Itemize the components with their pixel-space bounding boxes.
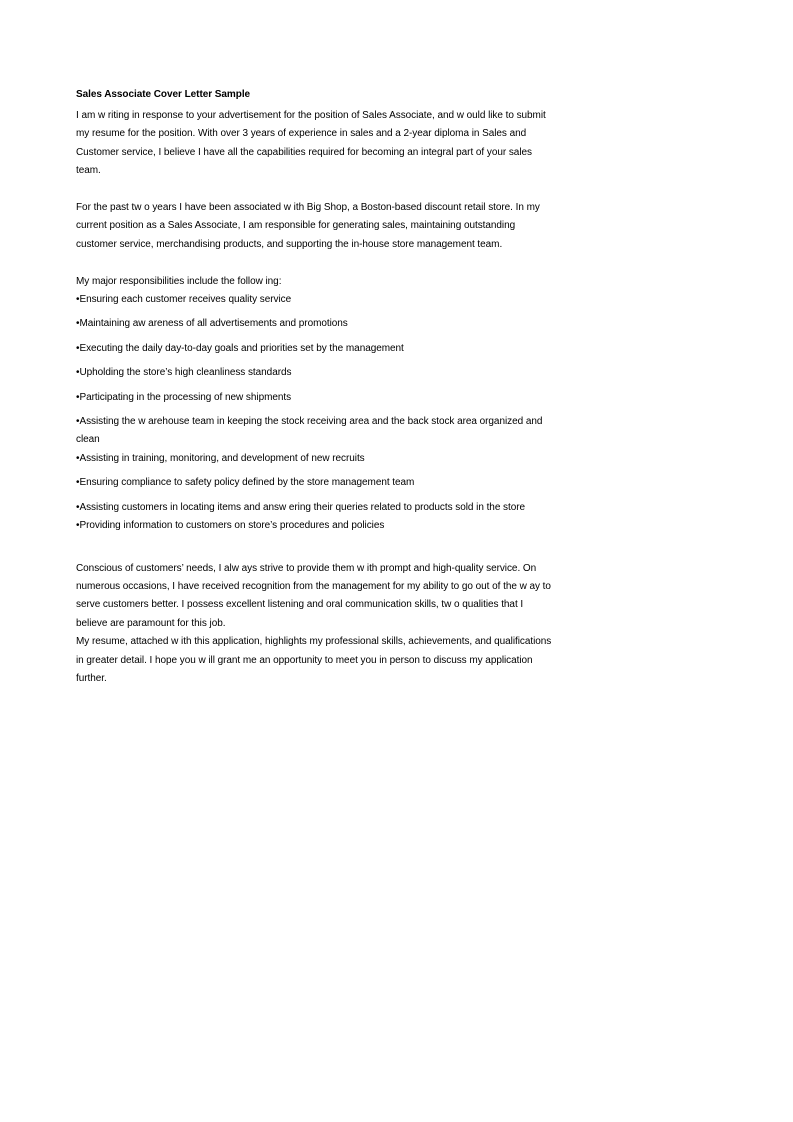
list-item <box>76 499 556 517</box>
list-item <box>76 450 556 468</box>
document-title: Sales Associate Cover Letter Sample <box>76 89 251 100</box>
list-item-text: Ensuring each customer receives quality service <box>79 294 292 306</box>
list-item-text: Assisting the w arehouse team in keeping the stock receiving area and the back stock area organized and clean <box>76 416 543 446</box>
list-item <box>76 291 556 309</box>
list-item <box>76 517 556 535</box>
list-item-text: Maintaining aw areness of all advertisements and promotions <box>79 318 348 330</box>
bullet-icon: • <box>76 318 80 330</box>
list-item-text: Assisting customers in locating items and answ ering their queries related to products sold in the store <box>79 501 526 513</box>
list-item-text: Participating in the processing of new shipments <box>79 391 292 403</box>
paragraph-spacer <box>76 181 556 199</box>
list-item <box>76 340 556 358</box>
list-item-text: Executing the daily day-to-day goals and priorities set by the management <box>79 342 404 354</box>
responsibilities-list <box>76 291 556 535</box>
responsibilities-intro: My major responsibilities include the follow ing: <box>76 275 282 287</box>
list-item <box>76 315 556 333</box>
paragraph-spacer <box>76 536 556 560</box>
list-item <box>76 413 556 450</box>
list-item <box>76 474 556 492</box>
experience-paragraph: For the past tw o years I have been associated w ith Big Shop, a Boston-based discount retail store. In my current position as a Sales Associate, I am responsible for generating sales, maintaining outstanding customer service, merchandising products, and supporting the in-house store management team. <box>76 202 540 250</box>
bullet-icon: • <box>76 342 80 354</box>
list-item-text: Providing information to customers on store’s procedures and policies <box>79 520 385 532</box>
bullet-icon: • <box>76 520 80 532</box>
bullet-icon: • <box>76 452 80 464</box>
list-item-text: Assisting in training, monitoring, and development of new recruits <box>79 452 365 464</box>
list-item <box>76 389 556 407</box>
bullet-icon: • <box>76 391 80 403</box>
closing-paragraph: My resume, attached w ith this application, highlights my professional skills, achievements, and qualifications in greater detail. I hope you w ill grant me an opportunity to meet you in person to discuss my application further. <box>76 636 552 684</box>
bullet-icon: • <box>76 477 80 489</box>
paragraph-spacer <box>76 254 556 272</box>
intro-paragraph: I am w riting in response to your advertisement for the position of Sales Associate, and w ould like to submit my resume for the position. With over 3 years of experience in sales and a 2-year diploma in Sales and Customer service, I believe I have all the capabilities required for becoming an integral part of your sales team. <box>76 110 546 177</box>
list-item <box>76 364 556 382</box>
list-item-text: Upholding the store’s high cleanliness standards <box>79 367 292 379</box>
list-item-text: Ensuring compliance to safety policy defined by the store management team <box>79 477 415 489</box>
bullet-icon: • <box>76 416 80 428</box>
bullet-icon: • <box>76 294 80 306</box>
bullet-icon: • <box>76 367 80 379</box>
letter-body <box>76 86 556 688</box>
customer-service-paragraph: Conscious of customers’ needs, I alw ays strive to provide them w ith prompt and high-quality service. On numerous occasions, I have received recognition from the management for my ability to go out of the w ay to serve customers better. I possess excellent listening and oral communication skills, tw o qualities that I believe are paramount for this job. <box>76 562 551 629</box>
bullet-icon: • <box>76 501 80 513</box>
